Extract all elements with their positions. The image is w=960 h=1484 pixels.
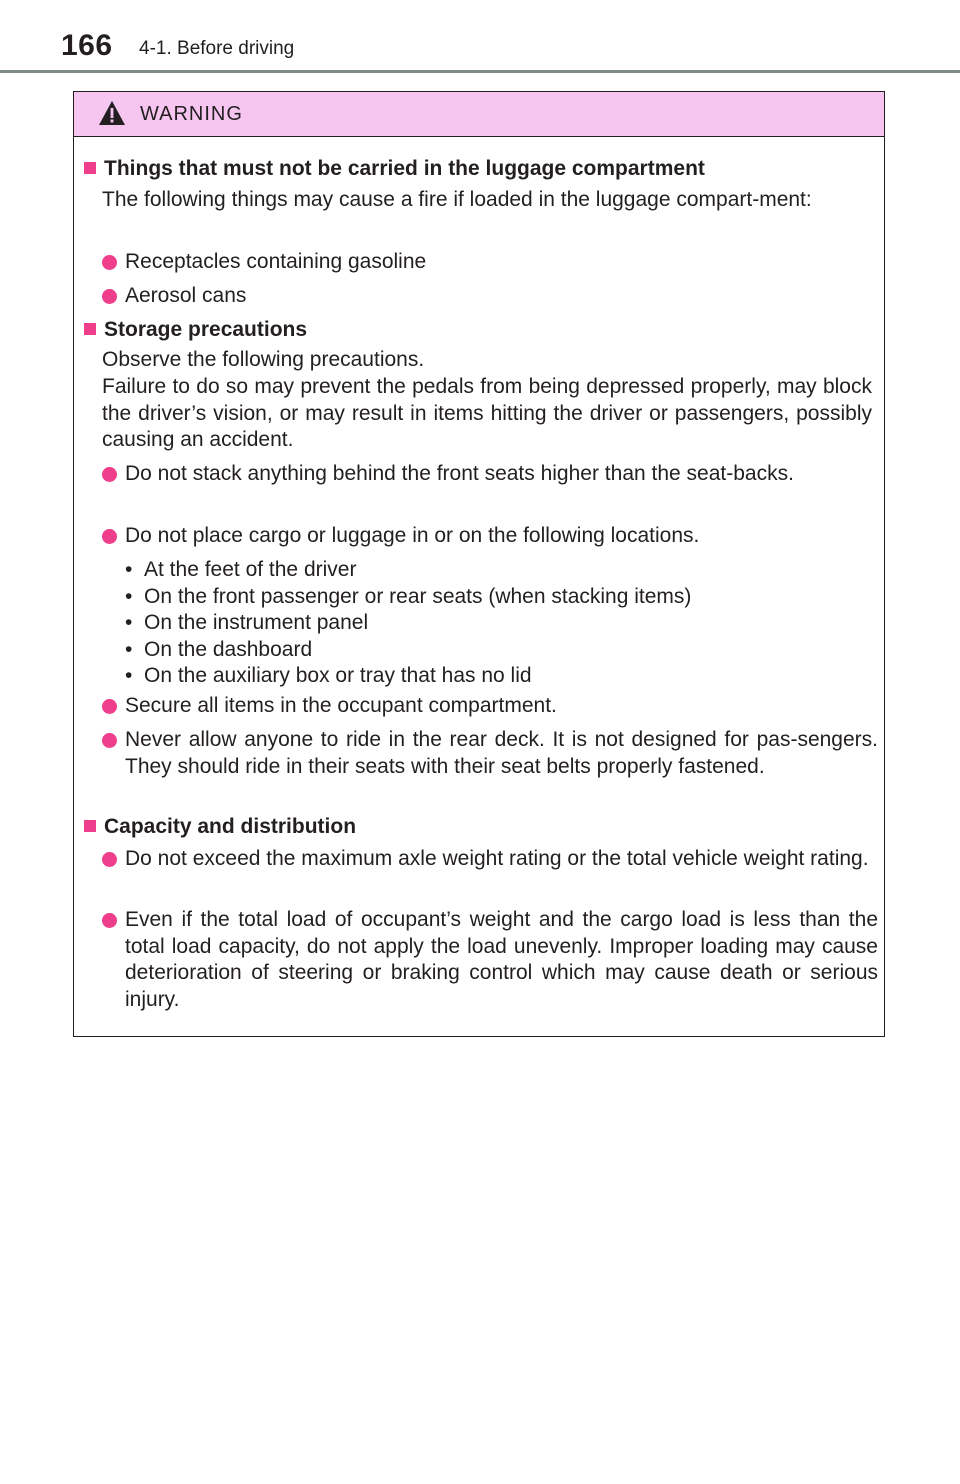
list-item: Secure all items in the occupant compartment. [102, 693, 878, 720]
square-bullet-icon [84, 162, 96, 174]
list-item: Do not exceed the maximum axle weight rating or the total vehicle weight rating. [102, 846, 878, 873]
warning-box [73, 91, 885, 1037]
warning-header [74, 92, 884, 137]
list-item: Do not stack anything behind the front seats higher than the seat-backs. [102, 461, 878, 488]
header-rule [0, 70, 960, 73]
round-bullet-icon [102, 699, 117, 714]
section-heading-capacity: Capacity and distribution [84, 814, 356, 840]
sub-list-item: • On the dashboard [125, 638, 313, 661]
list-item: Aerosol cans [102, 283, 878, 310]
section-heading-storage: Storage precautions [84, 317, 307, 343]
page-number: 166 [61, 29, 113, 62]
list-item: Even if the total load of occupant’s weight and the cargo load is less than the total load capacity, do not apply the load unevenly. Improper loading may cause deterioration of steering or braking control which may cause death or serious injury. [102, 907, 878, 1013]
list-item: Receptacles containing gasoline [102, 249, 878, 276]
paragraph: Observe the following precautions. [102, 348, 425, 371]
paragraph: The following things may cause a fire if loaded in the luggage compart-ment: [102, 188, 812, 211]
list-item: Do not place cargo or luggage in or on the following locations. [102, 523, 878, 550]
square-bullet-icon [84, 323, 96, 335]
section-heading-luggage: Things that must not be carried in the luggage compartment [84, 156, 705, 182]
round-bullet-icon [102, 289, 117, 304]
round-bullet-icon [102, 852, 117, 867]
round-bullet-icon [102, 255, 117, 270]
round-bullet-icon [102, 913, 117, 928]
square-bullet-icon [84, 820, 96, 832]
paragraph: Failure to do so may prevent the pedals from being depressed properly, may block the driver’s vision, or may result in items hitting the driver or passengers, possibly causing an accident. [102, 375, 872, 451]
round-bullet-icon [102, 529, 117, 544]
round-bullet-icon [102, 467, 117, 482]
page-header [0, 0, 960, 76]
round-bullet-icon [102, 733, 117, 748]
sub-list-item: • At the feet of the driver [125, 558, 357, 581]
warning-label: WARNING [140, 103, 243, 125]
sub-list-item: • On the auxiliary box or tray that has no lid [125, 664, 532, 687]
warning-triangle-icon [98, 100, 126, 126]
sub-list-item: • On the instrument panel [125, 611, 369, 634]
list-item: Never allow anyone to ride in the rear deck. It is not designed for pas-sengers. They should ride in their seats with their seat belts properly fastened. [102, 727, 878, 780]
sub-list-item: • On the front passenger or rear seats (when stacking items) [125, 585, 692, 608]
section-title: 4-1. Before driving [139, 38, 295, 59]
